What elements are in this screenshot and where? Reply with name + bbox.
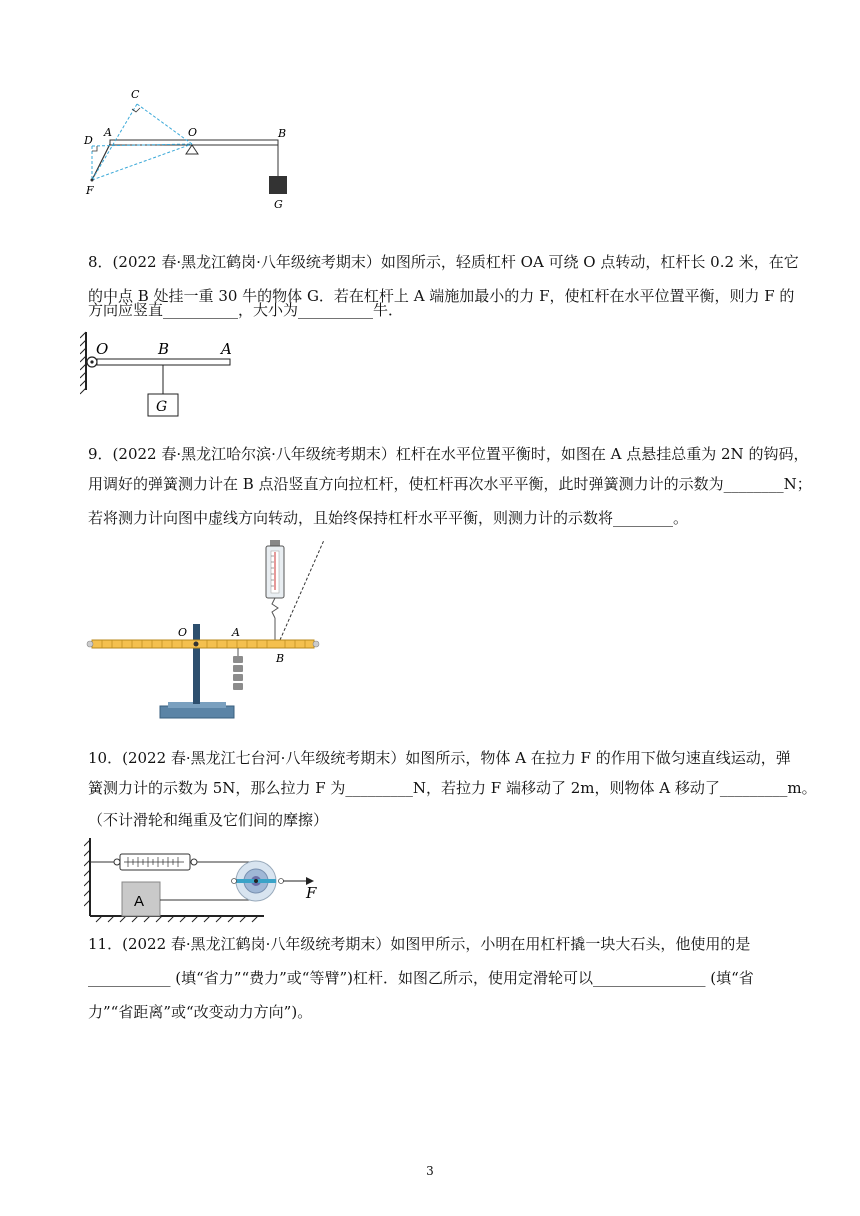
label-F: F <box>86 184 94 197</box>
label-O: O <box>96 340 109 358</box>
figure-q8-lever <box>80 328 250 423</box>
label-B: B <box>158 340 170 358</box>
label-A: A <box>221 340 232 358</box>
label-B: B <box>278 127 287 140</box>
q9-line-2: 用调好的弹簧测力计在 B 点沿竖直方向拉杠杆，使杠杆再次水平平衡，此时弹簧测力计的示数为________N； <box>88 475 812 493</box>
q9-line-1: 9．(2022 春·黑龙江哈尔滨·八年级统考期末）杠杆在水平位置平衡时，如图在 A 点悬挂总重为 2N 的钩码， <box>88 445 809 463</box>
label-O: O <box>178 626 188 639</box>
label-D: D <box>84 134 93 147</box>
q9-line-3: 若将测力计向图中虚线方向转动，且始终保持杠杆水平平衡，则测力计的示数将________。 <box>88 509 689 527</box>
q10-line-2: 簧测力计的示数为 5N，那么拉力 F 为_________N，若拉力 F 端移动了 2m，则物体 A 移动了_________m。 <box>88 779 817 797</box>
label-A: A <box>134 893 145 910</box>
q8-line-2: 的中点 B 处挂一重 30 牛的物体 G．若在杠杆上 A 端施加最小的力 F，使杠杆在水平位置平衡，则力 F 的 <box>88 287 795 305</box>
q8-line-3: 方向应竖直__________，大小为__________牛． <box>88 301 404 319</box>
figure-q7-lever <box>80 84 300 214</box>
q10-line-1: 10．(2022 春·黑龙江七台河·八年级统考期末）如图所示，物体 A 在拉力 F 的作用下做匀速直线运动，弹 <box>88 749 791 767</box>
label-G: G <box>274 198 283 211</box>
label-B: B <box>276 652 285 665</box>
label-A: A <box>232 626 240 639</box>
label-C: C <box>131 88 140 101</box>
label-O: O <box>188 126 198 139</box>
q11-line-2: ___________ (填“省力”“费力”或“等臂”)杠杆．如图乙所示，使用定滑轮可以_______________ (填“省 <box>88 969 754 987</box>
label-A: A <box>104 126 112 139</box>
label-G: G <box>156 399 168 415</box>
figure-q10-pulley <box>84 836 329 924</box>
q11-line-1: 11．(2022 春·黑龙江鹤岗·八年级统考期末）如图甲所示，小明在用杠杆撬一块大石头，他使用的是 <box>88 935 751 953</box>
q8-line-1: 8．(2022 春·黑龙江鹤岗·八年级统考期末）如图所示，轻质杠杆 OA 可绕 O 点转动，杠杆长 0.2 米，在它 <box>88 253 799 271</box>
q10-line-3: （不计滑轮和绳重及它们间的摩擦） <box>88 811 329 829</box>
figure-q9-lever-spring-scale <box>86 538 326 728</box>
label-F: F <box>306 884 317 902</box>
page-number: 3 <box>426 1164 434 1178</box>
q11-line-3: 力”“省距离”或“改变动力方向”)。 <box>88 1003 313 1021</box>
